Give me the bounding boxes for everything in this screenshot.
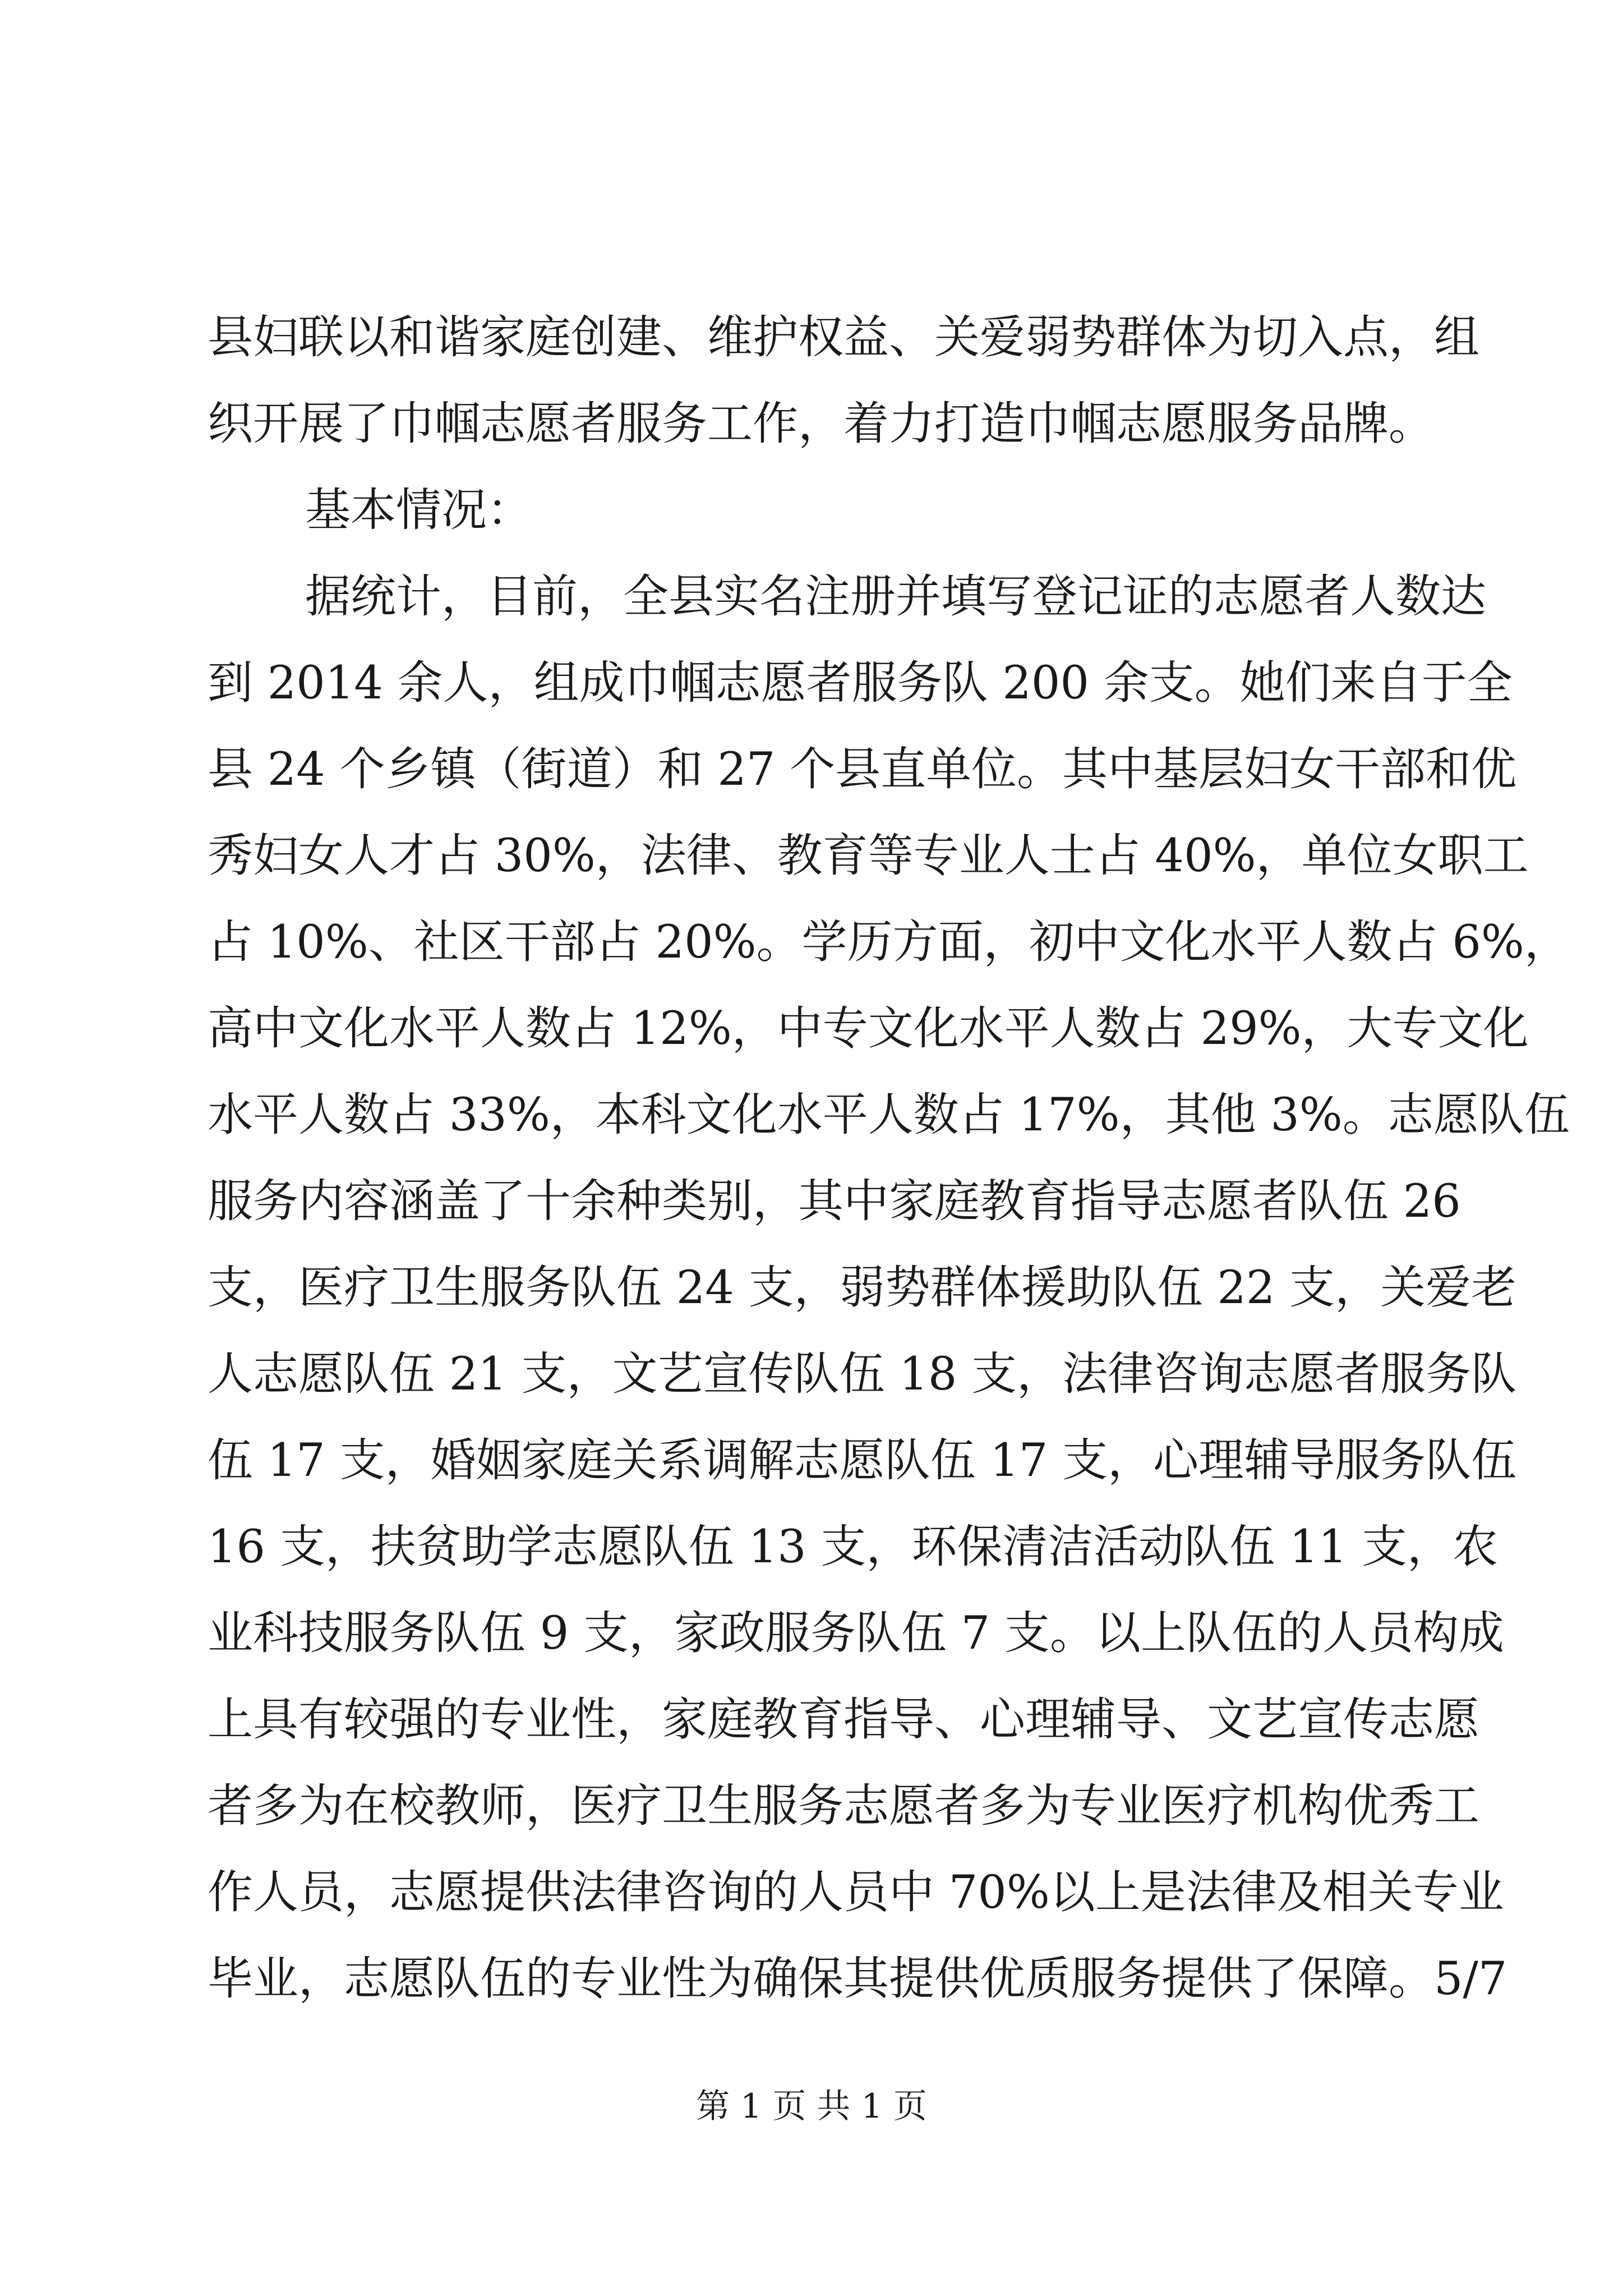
- text-line-7: 秀妇女人才占 30%，法律、教育等专业人士占 40%，单位女职工: [208, 830, 1529, 882]
- text-line-13: 人志愿队伍 21 支，文艺宣传队伍 18 支，法律咨询志愿者服务队: [208, 1348, 1517, 1401]
- page-footer: 第 1 页 共 1 页: [696, 2087, 927, 2126]
- text-line-9: 高中文化水平人数占 12%，中专文化水平人数占 29%，大专文化: [208, 1002, 1529, 1055]
- text-line-10: 水平人数占 33%，本科文化水平人数占 17%，其他 3%。志愿队伍: [208, 1089, 1570, 1142]
- text-line-18: 者多为在校教师，医疗卫生服务志愿者多为专业医疗机构优秀工: [208, 1780, 1480, 1833]
- text-line-6: 县 24 个乡镇（街道）和 27 个县直单位。其中基层妇女干部和优: [208, 743, 1517, 796]
- text-line-12: 支，医疗卫生服务队伍 24 支，弱势群体援助队伍 22 支，关爱老: [208, 1262, 1517, 1314]
- text-line-11: 服务内容涵盖了十余种类别，其中家庭教育指导志愿者队伍 26: [208, 1175, 1461, 1228]
- text-line-8: 占 10%、社区干部占 20%。学历方面，初中文化水平人数占 6%，: [208, 916, 1570, 969]
- text-line-1: 县妇联以和谐家庭创建、维护权益、关爱弱势群体为切入点，组: [208, 311, 1480, 364]
- text-line-20: 毕业，志愿队伍的专业性为确保其提供优质服务提供了保障。5/7: [208, 1953, 1507, 2005]
- text-line-2: 织开展了巾帼志愿者服务工作，着力打造巾帼志愿服务品牌。: [208, 398, 1435, 450]
- text-line-15: 16 支，扶贫助学志愿队伍 13 支，环保清洁活动队伍 11 支，农: [208, 1521, 1498, 1573]
- text-line-4: 据统计，目前，全县实名注册并填写登记证的志愿者人数达: [305, 570, 1487, 623]
- text-line-19: 作人员，志愿提供法律咨询的人员中 70%以上是法律及相关专业: [208, 1866, 1504, 1919]
- text-line-5: 到 2014 余人，组成巾帼志愿者服务队 200 余支。她们来自于全: [208, 657, 1513, 710]
- text-line-16: 业科技服务队伍 9 支，家政服务队伍 7 支。以上队伍的人员构成: [208, 1607, 1505, 1660]
- section-heading: 基本情况：: [305, 484, 533, 537]
- text-line-17: 上具有较强的专业性，家庭教育指导、心理辅导、文艺宣传志愿: [208, 1694, 1480, 1746]
- text-line-14: 伍 17 支，婚姻家庭关系调解志愿队伍 17 支，心理辅导服务队伍: [208, 1434, 1517, 1487]
